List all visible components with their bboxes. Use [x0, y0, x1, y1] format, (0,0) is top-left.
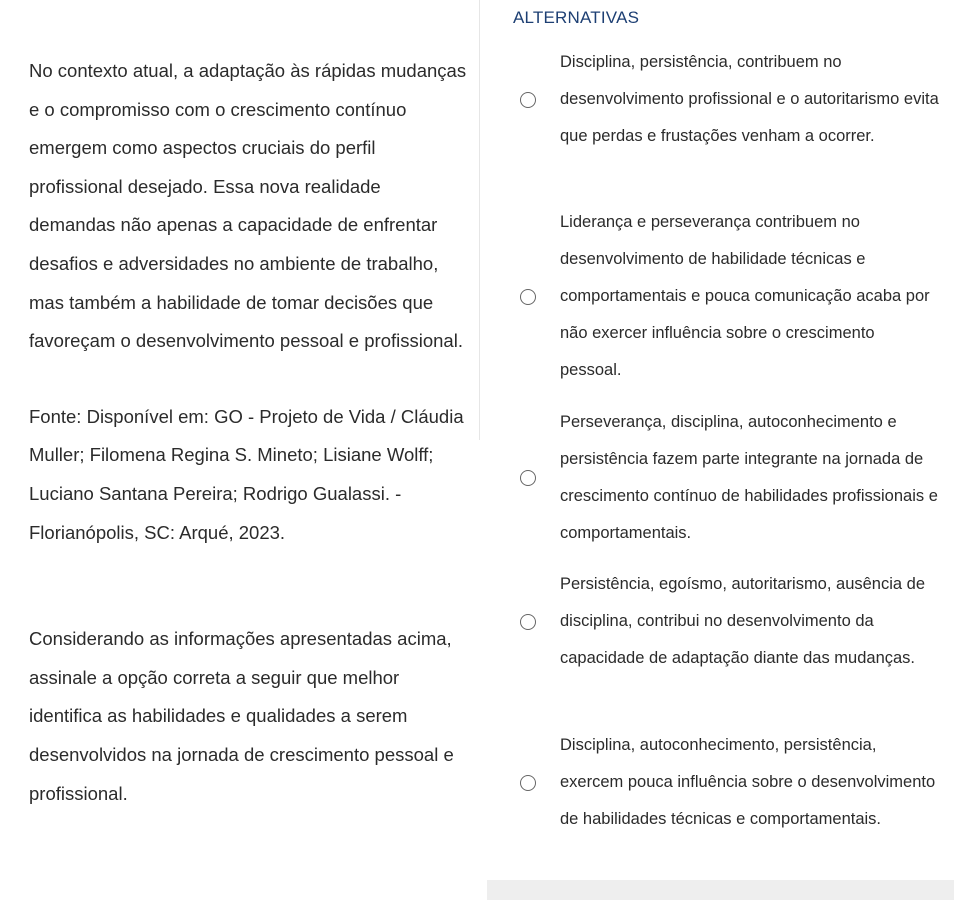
- question-source: Fonte: Disponível em: GO - Projeto de Vida / Cláudia Muller; Filomena Regina S. Mineto; Lisiane Wolff; Luciano Santana Pereira; Rodrigo Gualassi. - Florianópolis, SC: Arqué, 2023.: [29, 405, 464, 543]
- question-prompt: Considerando as informações apresentadas acima, assinale a opção correta a seguir que melhor identifica as habilidades e qualidades a serem desenvolvidos na jornada de crescimento pessoal e profissional.: [29, 628, 454, 804]
- radio-icon[interactable]: [520, 614, 536, 630]
- alternatives-header: ALTERNATIVAS: [513, 8, 640, 27]
- question-context: No contexto atual, a adaptação às rápidas mudanças e o compromisso com o crescimento contínuo emergem como aspectos cruciais do perfil profissional desejado. Essa nova realidade demandas não apenas a capacidade de enfrentar desafios e adversidades no ambiente de trabalho, mas também a habilidade de tomar decisões que favoreçam o desenvolvimento pessoal e profissional.: [29, 60, 467, 352]
- option-5[interactable]: [520, 727, 940, 838]
- option-4[interactable]: [520, 566, 940, 677]
- column-divider: [479, 0, 480, 440]
- radio-icon[interactable]: [520, 470, 536, 486]
- option-1-label: Disciplina, persistência, contribuem no desenvolvimento profissional e o autoritarismo evita que perdas e frustações venham a ocorrer.: [560, 53, 939, 145]
- bottom-scroll-area: [487, 880, 954, 900]
- option-2-label: Liderança e perseverança contribuem no desenvolvimento de habilidade técnicas e comportamentais e pouca comunicação acaba por não exercer influência sobre o crescimento pessoal.: [560, 213, 930, 379]
- radio-icon[interactable]: [520, 289, 536, 305]
- radio-icon[interactable]: [520, 775, 536, 791]
- option-1[interactable]: [520, 44, 940, 155]
- option-4-label: Persistência, egoísmo, autoritarismo, ausência de disciplina, contribui no desenvolvimento da capacidade de adaptação diante das mudanças.: [560, 575, 926, 667]
- option-3-label: Perseverança, disciplina, autoconhecimento e persistência fazem parte integrante na jornada de crescimento contínuo de habilidades profissionais e comportamentais.: [560, 413, 938, 542]
- option-2[interactable]: [520, 204, 940, 389]
- option-3[interactable]: [520, 404, 940, 552]
- question-panel: [29, 52, 469, 813]
- radio-icon[interactable]: [520, 92, 536, 108]
- option-5-label: Disciplina, autoconhecimento, persistência, exercem pouca influência sobre o desenvolvimento de habilidades técnicas e comportamentais.: [560, 736, 936, 828]
